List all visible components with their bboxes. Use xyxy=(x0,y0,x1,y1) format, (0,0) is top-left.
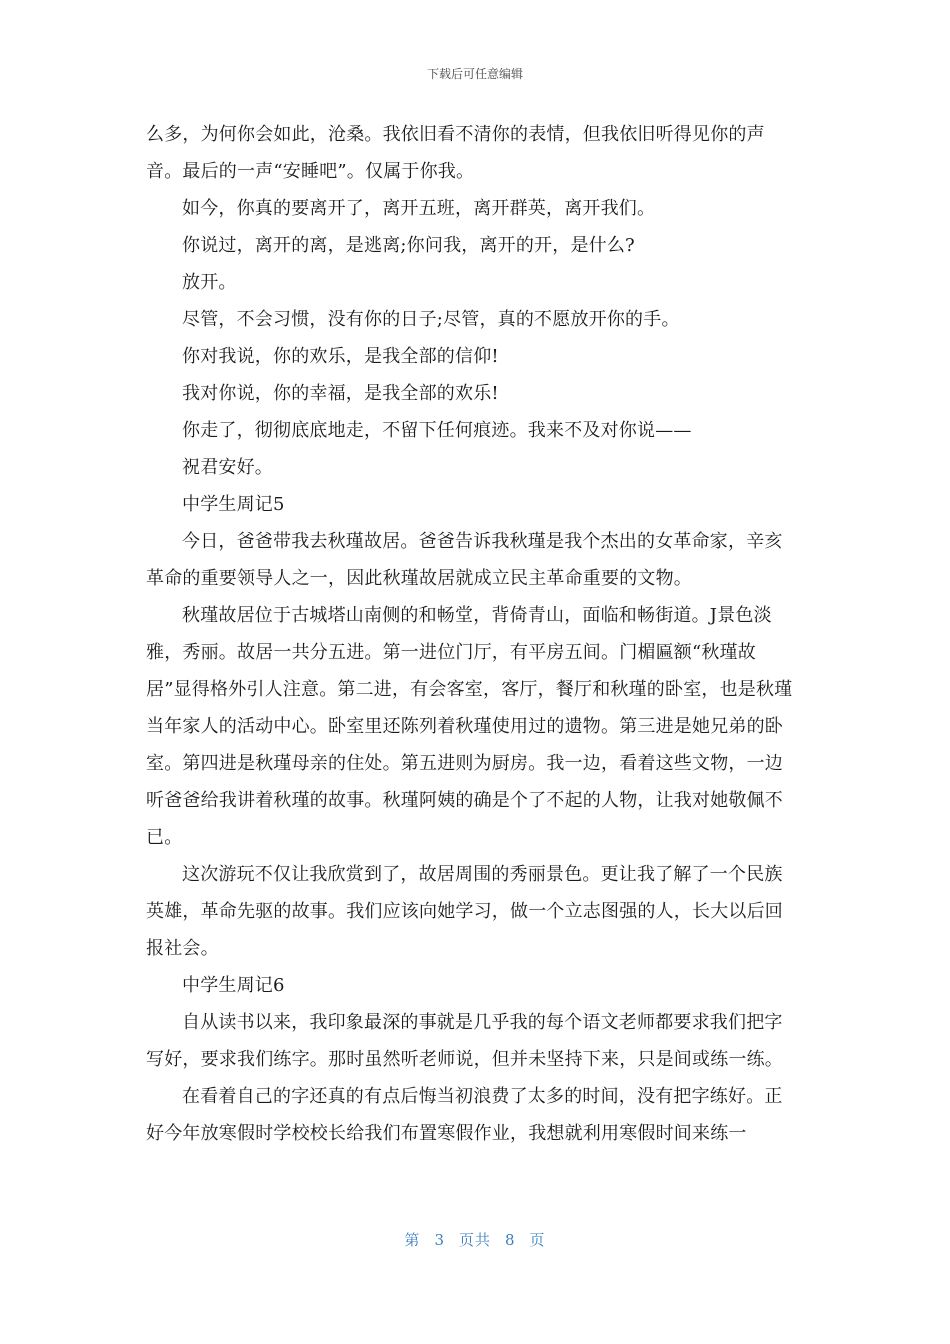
document-body xyxy=(146,116,798,1152)
section-heading: 中学生周记5 xyxy=(182,494,285,515)
paragraph: 如今，你真的要离开了，离开五班，离开群英，离开我们。 xyxy=(182,198,656,219)
paragraph: 自从读书以来，我印象最深的事就是几乎我的每个语文老师都要求我们把字写好，要求我们练字。那时虽然听老师说，但并未坚持下来，只是间或练一练。 xyxy=(146,1012,783,1070)
paragraph: 放开。 xyxy=(182,272,237,293)
paragraph: 你对我说，你的欢乐，是我全部的信仰! xyxy=(182,346,499,367)
paragraph: 我对你说，你的幸福，是我全部的欢乐! xyxy=(182,383,499,404)
footer-label-page: 第 xyxy=(404,1231,421,1249)
paragraph: 你走了，彻彻底底地走，不留下任何痕迹。我来不及对你说—— xyxy=(182,420,692,441)
section-heading: 中学生周记6 xyxy=(182,975,285,996)
paragraph: 秋瑾故居位于古城塔山南侧的和畅堂，背倚青山，面临和畅街道。J景色淡雅，秀丽。故居一共分五进。第一进位门厅，有平房五间。门楣匾额“秋瑾故居”显得格外引人注意。第二进，有会客室，客厅，餐厅和秋瑾的卧室，也是秋瑾当年家人的活动中心。卧室里还陈列着秋瑾使用过的遗物。第三进是她兄弟的卧室。第四进是秋瑾母亲的住处。第五进则为厨房。我一边，看着这些文物，一边听爸爸给我讲着秋瑾的故事。秋瑾阿姨的确是个了不起的人物，让我对她敬佩不已。 xyxy=(146,605,793,848)
paragraph: 今日，爸爸带我去秋瑾故居。爸爸告诉我秋瑾是我个杰出的女革命家，辛亥革命的重要领导人之一，因此秋瑾故居就成立民主革命重要的文物。 xyxy=(146,531,783,589)
footer-label-total: 页共 xyxy=(458,1231,491,1249)
paragraph: 么多，为何你会如此，沧桑。我依旧看不清你的表情，但我依旧听得见你的声音。最后的一声“安睡吧”。仅属于你我。 xyxy=(146,124,765,182)
paragraph: 你说过，离开的离，是逃离;你问我，离开的开，是什么? xyxy=(182,235,635,256)
header-text: 下载后可任意编辑 xyxy=(426,67,523,81)
footer-current-page: 3 xyxy=(434,1231,445,1249)
footer-label-end: 页 xyxy=(529,1231,546,1249)
footer-total-pages: 8 xyxy=(505,1231,516,1249)
paragraph: 尽管，不会习惯，没有你的日子;尽管，真的不愿放开你的手。 xyxy=(182,309,680,330)
page-footer xyxy=(0,1230,950,1250)
paragraph: 在看着自己的字还真的有点后悔当初浪费了太多的时间，没有把字练好。正好今年放寒假时学校校长给我们布置寒假作业，我想就利用寒假时间来练一 xyxy=(146,1086,783,1144)
paragraph: 这次游玩不仅让我欣赏到了，故居周围的秀丽景色。更让我了解了一个民族英雄，革命先驱的故事。我们应该向她学习，做一个立志图强的人，长大以后回报社会。 xyxy=(146,864,783,959)
page-header xyxy=(0,66,950,82)
paragraph: 祝君安好。 xyxy=(182,457,273,478)
